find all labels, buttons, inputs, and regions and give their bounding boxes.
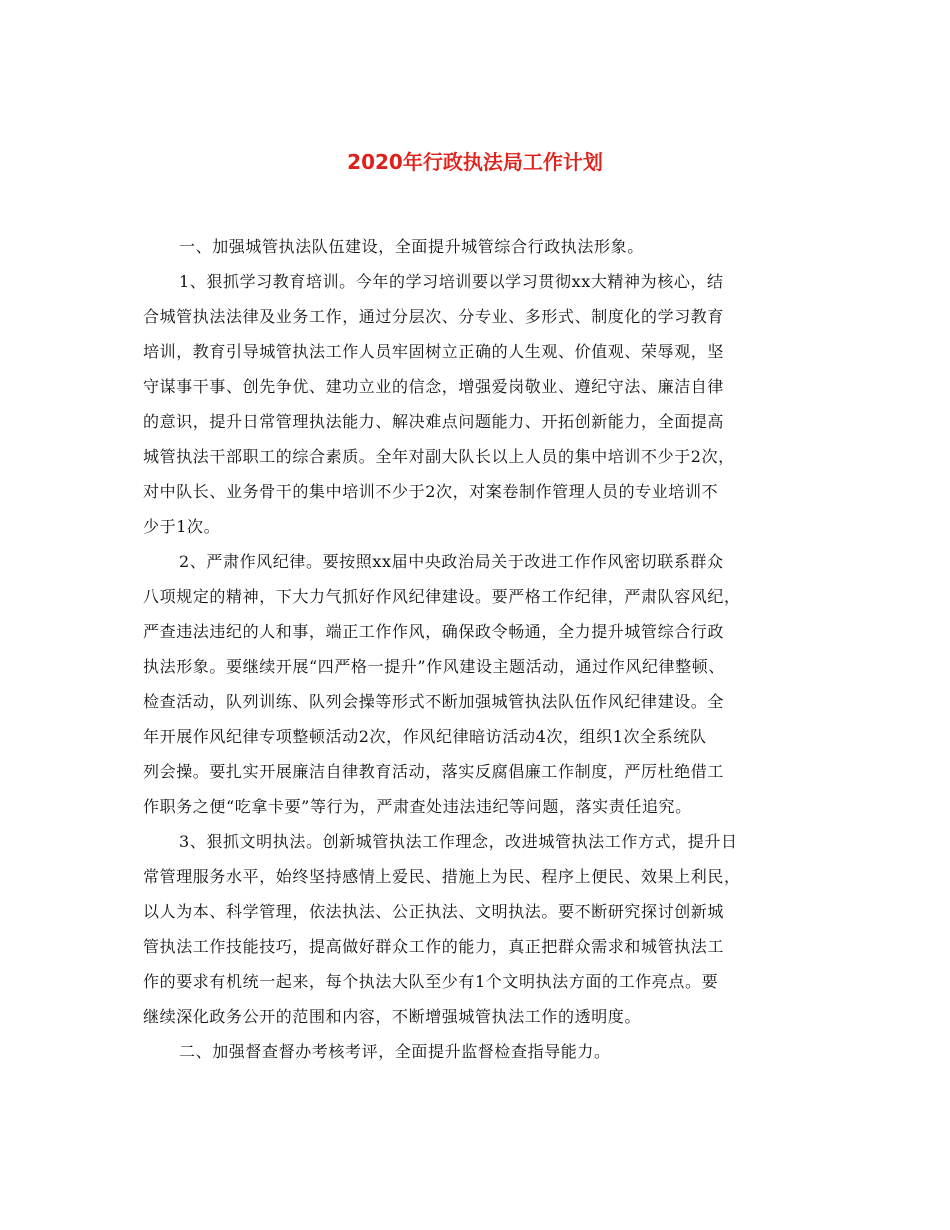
paragraph-civilized-enforcement: 3、狠抓文明执法。创新城管执法工作理念，改进城管执法工作方式，提升日 常管理服务水平，始终坚持感情上爱民、措施上为民、程序上便民、效果上利民， 以人为本、科学管理，依法执法、公正执法、文明执法。要不断研究探讨创新城 管执法工作技能技巧，提高做好群众工作的能力，真正把群众需求和城管执法工 作的要求有机统一起来，每个执法大队至少有1个文明执法方面的工作亮点。要 继续深化政务公开的范围和内容，不断增强城管执法工作的透明度。 <box>143 832 741 1026</box>
section-heading-2: 二、加强督查督办考核考评，全面提升监督检查指导能力。 <box>179 1042 611 1061</box>
document-body <box>143 229 808 1069</box>
document-title: 2020年行政执法局工作计划 <box>347 150 603 174</box>
paragraph-work-style-discipline: 2、严肃作风纪律。要按照xx届中央政治局关于改进工作作风密切联系群众 八项规定的精神，下大力气抓好作风纪律建设。要严格工作纪律，严肃队容风纪， 严查违法违纪的人和事，端正工作作风，确保政令畅通，全力提升城管综合行政 执法形象。要继续开展“四严格一提升”作风建设主题活动，通过作风纪律整顿、 检查活动，队列训练、队列会操等形式不断加强城管执法队伍作风纪律建设。全 年开展作风纪律专项整顿活动2次，作风纪律暗访活动4次，组织1次全系统队 列会操。要扎实开展廉洁自律教育活动，落实反腐倡廉工作制度，严厉杜绝借工 作职务之便“吃拿卡要”等行为，严肃查处违法违纪等问题，落实责任追究。 <box>143 552 741 816</box>
section-heading-1: 一、加强城管执法队伍建设，全面提升城管综合行政执法形象。 <box>179 237 644 256</box>
paragraph-study-training: 1、狠抓学习教育培训。今年的学习培训要以学习贯彻xx大精神为核心，结 合城管执法法律及业务工作，通过分层次、分专业、多形式、制度化的学习教育 培训，教育引导城管执法工作人员牢固树立正确的人生观、价值观、荣辱观，坚 守谋事干事、创先争优、建功立业的信念，增强爱岗敬业、遵纪守法、廉洁自律 的意识，提升日常管理执法能力、解决难点问题能力、开拓创新能力，全面提高 城管执法干部职工的综合素质。全年对副大队长以上人员的集中培训不少于2次， 对中队长、业务骨干的集中培训不少于2次，对案卷制作管理人员的专业培训不 少于1次。 <box>143 272 735 536</box>
